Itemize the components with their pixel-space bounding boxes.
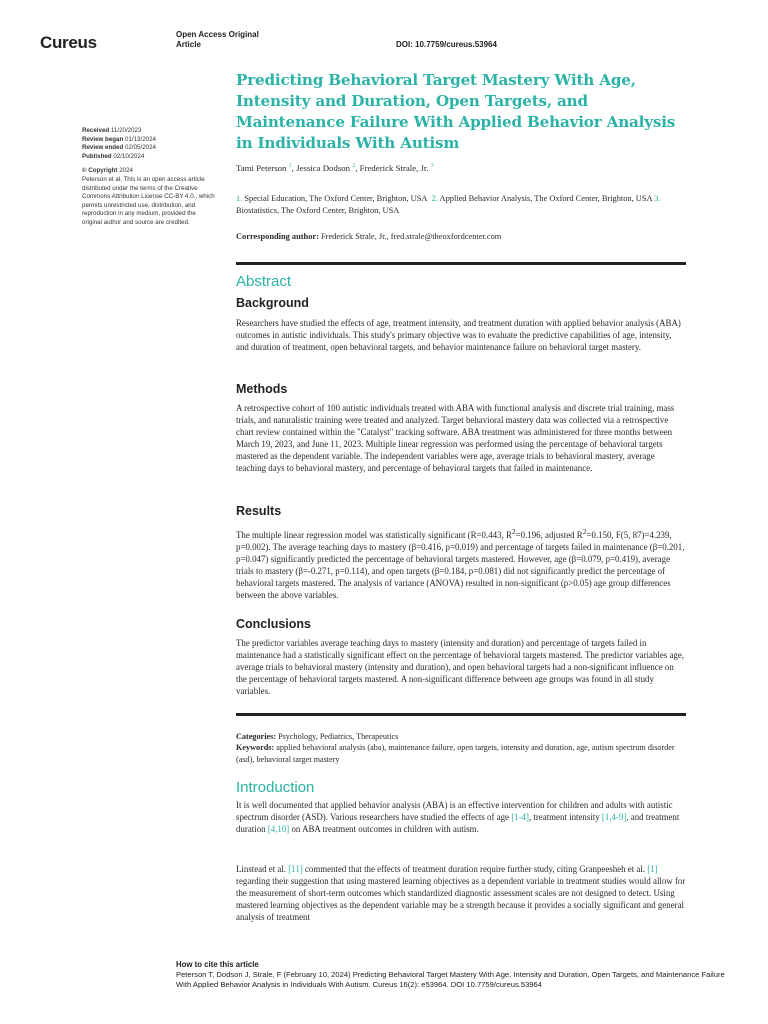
author-name: Jessica Dodson [296,163,351,173]
results-heading: Results [236,504,282,518]
citation-link[interactable]: [1] [647,864,658,874]
corresponding-text[interactable]: Frederick Strale, Jr., fred.strale@theoxfordcenter.com [321,232,502,241]
intro-text: It is well documented that applied behavior analysis (ABA) is an effective intervention for children and adults with autistic spectrum disorder (ASD). Various researchers have studied the effects of age [236,800,673,822]
copyright-year: 2024 [119,167,133,175]
results-part-b: =0.196, adjusted R [515,529,583,540]
sidebar-dates [82,127,222,228]
conclusions-heading: Conclusions [236,617,312,631]
abstract-bottom-rule [236,713,686,716]
keywords-label: Keywords: [236,743,275,752]
published-line [82,153,222,162]
affiliations [236,193,686,217]
author-affil-sup[interactable]: 1 [288,163,292,170]
intro-text: Linstead et al. [236,864,289,874]
results-text [236,526,686,601]
intro-paragraph-2 [236,864,686,924]
abstract-top-rule [236,262,686,265]
categories-text: Psychology, Pediatrics, Therapeutics [278,732,399,741]
affil-num: 3. [654,194,661,203]
keywords [236,742,686,765]
intro-text: , treatment intensity [528,811,602,822]
copyright-label: © Copyright [82,167,118,175]
affil-text: Special Education, The Oxford Center, Brighton, USA [244,194,428,203]
categories [236,731,686,743]
intro-text: commented that the effects of treatment duration require further study, citing Granpeesheh et al. [302,864,648,874]
article-type-line2: Article [176,40,201,49]
results-sup: 2 [582,527,587,536]
review-began-date: 01/13/2024 [125,135,156,143]
citation-link[interactable]: [11] [288,864,303,874]
methods-text: A retrospective cohort of 100 autistic individuals treated with ABA with functional analysis and discrete trial training, mass trials, and naturalistic training were treated and analyzed. Target behavioral mastery data was collected via a retrospective chart review contained within the "Catalyst" tracking software. ABA treatment was administered for three months between March 19, 2023, and June 11, 2023. Multiple linear regression was performed using the percentage of behavioral targets mastered as the dependent variable. The independent variables were age, average trials to behavioral mastery, average teaching days to behavioral mastery, and percentage of behavioral targets that failed in maintenance. [236,403,675,473]
abstract-heading: Abstract [236,273,292,290]
results-part-c: =0.150, F(5, 87)=4.239, p=0.002). The average teaching days to mastery (β=0.416, p=0.019) and percentage of targets failed in maintenance (β=0.201, p=0.047) significantly predicted the percentage of behavioral targets mastered. However, age (β=0.079, p=0.419), average trials to mastery (β=-0.271, p=0.114), and open targets (β=0.184, p=0.081) did not significantly predict the percentage of behavioral targets mastered. The analysis of variance (ANOVA) resulted in non-significant (p>0.05) age group differences between the above variables. [236,529,685,600]
intro-text: on ABA treatment outcomes in children with autism. [289,823,479,834]
author-name: Frederick Strale, Jr. [359,163,429,173]
introduction-heading: Introduction [236,779,315,796]
article-type [176,30,259,50]
received-label: Received [82,127,110,134]
received-date: 11/20/2023 [110,127,142,134]
citation-link[interactable]: [1,4-9] [601,811,627,822]
received-line [82,127,222,136]
author-name: Tami Peterson [236,163,287,173]
affil-text: Biostatistics, The Oxford Center, Brighton, USA [236,206,400,215]
article-type-line1: Open Access Original [176,30,259,39]
citation-link[interactable]: [1-4] [511,811,529,822]
corresponding-label: Corresponding author: [236,232,319,241]
intro-text: regarding their suggestion that using mastered learning objectives as a dependent variable in treatment studies would allow for the measurement of short-term outcomes which standardized diagnostic assessment scales are not designed to detect. Using mastered learning objectives as the dependent variable may be a strength because it provides a socially significant and general analysis of treatment [236,875,686,922]
keywords-text: applied behavioral analysis (aba), maintenance failure, open targets, intensity and duration, age, autism spectrum disorder (asd), behavioral target mastery [236,743,675,764]
article-title: Predicting Behavioral Target Mastery With Age, Intensity and Duration, Open Targets, and Maintenance Failure With Applied Behavior Analysis in Individuals With Autism [236,71,676,152]
copyright-line [82,167,222,176]
affil-num: 2. [431,194,438,203]
review-ended-line [82,144,222,153]
cite-heading: How to cite this article [176,960,259,969]
review-began-label: Review began [82,135,124,143]
background-text: Researchers have studied the effects of age, treatment intensity, and treatment duration with applied behavior analysis (ABA) outcomes in autistic individuals. This study's primary objective was to evaluate the predictive capabilities of age, intensity, and duration of treatment, open behavioral targets, and behavior maintenance failure on behavioral target mastery. [236,318,681,352]
conclusions-text: The predictor variables average teaching days to mastery (intensity and duration) and percentage of targets failed in maintenance had a statistically significant effect on the percentage of behavioral targets mastered. The predictor variables age, average trials to behavioral mastery (intensity and duration), and open behavioral targets had a non-significant influence on the percentage of behavioral targets mastered. A non-significant difference between age groups was found in all study variables. [236,638,684,696]
doi[interactable]: DOI: 10.7759/cureus.53964 [396,40,497,49]
published-date: 02/10/2024 [113,152,145,160]
author-affil-sup[interactable]: 2 [352,163,356,170]
cureus-logo[interactable]: Cureus [40,33,97,52]
methods-heading: Methods [236,382,288,396]
results-part-a: The multiple linear regression model was statistically significant (R=0.443, R [236,529,512,540]
review-ended-label: Review ended [82,144,124,152]
cite-text: Peterson T, Dodson J, Strale, F (February 10, 2024) Predicting Behavioral Target Mastery With Age, Intensity and Duration, Open Targets, and Maintenance Failure With Applied Behavior Analysis in Individuals With Autism. Cureus 16(2): e53964. DOI 10.7759/cureus.53964 [176,970,725,989]
review-ended-date: 02/05/2024 [125,144,156,152]
affil-text: Applied Behavior Analysis, The Oxford Center, Brighton, USA [439,194,653,203]
review-began-line [82,136,222,145]
license-text: Peterson et al. This is an open access article distributed under the terms of the Creative Commons Attribution License CC-BY 4.0., which permits unrestricted use, distribution, and reproduction in any medium, provided the original author and source are credited. [82,175,215,226]
author-list: Tami Peterson $^1$, Jessica Dodson $^2$, Frederick Strale, Jr. $^3$ [236,163,434,173]
affil-num: 1. [236,194,243,203]
results-sup: 2 [511,527,516,536]
published-label: Published [82,152,112,160]
intro-paragraph-1 [236,800,686,836]
corresponding-author [236,232,686,241]
categories-label: Categories: [236,732,277,741]
author-affil-sup[interactable]: 3 [430,163,434,170]
citation-link[interactable]: [4,10] [267,823,290,834]
intro-text: , and treatment duration [236,811,680,834]
background-heading: Background [236,296,309,310]
